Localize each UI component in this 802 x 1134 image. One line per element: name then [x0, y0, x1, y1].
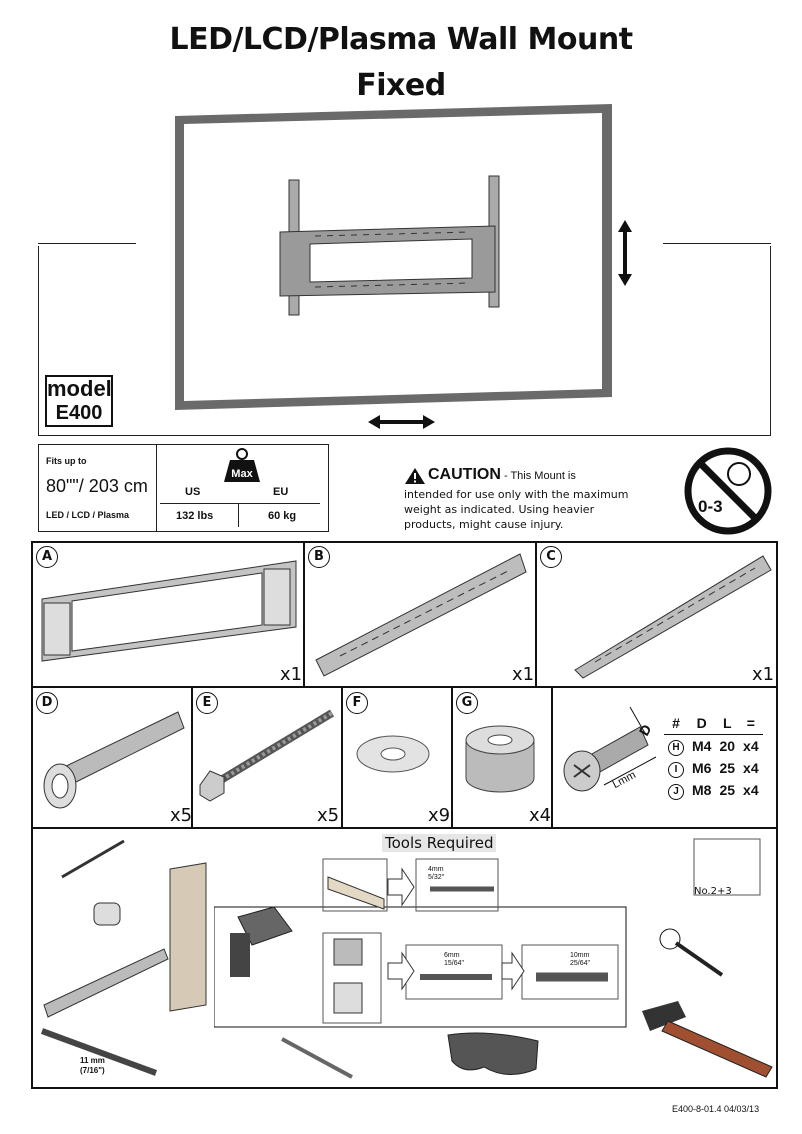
part-g-qty: x4: [529, 805, 552, 826]
part-label-e: E: [196, 692, 218, 714]
col-hdr-id: #: [664, 712, 688, 735]
drill-6-mm: 6mm: [444, 952, 460, 959]
weight-icon: [222, 446, 262, 486]
row-l: 25: [719, 760, 736, 776]
part-label-b: B: [308, 546, 330, 568]
age-warning-text: 0-3: [698, 497, 723, 516]
drill-10-mm: 10mm: [570, 952, 590, 959]
page-subtitle: Fixed: [356, 68, 446, 103]
table-row: [664, 757, 763, 779]
drill-6-in: 15/64": [444, 960, 465, 967]
row-l: 20: [719, 738, 736, 754]
part-g-spacer-icon: [460, 718, 540, 798]
col-hdr-qty: =: [739, 712, 763, 735]
part-a-qty: x1: [280, 664, 303, 685]
row-qty: x4: [743, 738, 759, 754]
part-b-rail-icon: [310, 550, 532, 680]
row-id: H: [668, 740, 684, 756]
weight-eu-value: 60 kg: [268, 510, 297, 522]
part-label-d: D: [36, 692, 58, 714]
row-id: I: [668, 762, 684, 778]
table-row: [664, 735, 763, 758]
part-e-qty: x5: [317, 805, 340, 826]
row-d: M4: [692, 738, 712, 754]
weight-us-label: US: [185, 486, 201, 498]
drill-wood-mm: 4mm: [428, 866, 444, 873]
part-c-qty: x1: [752, 664, 775, 685]
warning-icon: [404, 467, 426, 485]
table-row: [664, 779, 763, 801]
wrench-in: (7/16"): [80, 1066, 105, 1075]
part-d-qty: x5: [170, 805, 193, 826]
col-hdr-d: D: [688, 712, 715, 735]
dim-l-label: Lmm: [610, 768, 638, 792]
model-label: model: [47, 376, 112, 401]
caution-line3: weight as indicated. Using heavier: [404, 503, 595, 516]
part-label-a: A: [36, 546, 58, 568]
part-label-f: F: [346, 692, 368, 714]
row-d: M6: [692, 760, 712, 776]
weight-us-value: 132 lbs: [176, 510, 214, 522]
caution-title: CAUTION: [428, 466, 501, 483]
tv-mount-illustration: [0, 0, 802, 440]
part-c-rail-icon: [545, 550, 775, 680]
part-e-screw-icon: [196, 705, 338, 805]
weight-eu-label: EU: [273, 486, 289, 498]
caution-text-dash: - This Mount is: [500, 470, 576, 482]
fits-label: Fits up to: [46, 456, 87, 466]
row-id: J: [668, 784, 684, 800]
part-f-qty: x9: [428, 805, 451, 826]
row-d: M8: [692, 782, 712, 798]
row-qty: x4: [743, 760, 759, 776]
drill-wood-in: 5/32": [428, 874, 445, 881]
col-hdr-l: L: [715, 712, 739, 735]
model-number: E400: [55, 402, 103, 424]
part-f-washer-icon: [355, 730, 435, 780]
caution-line2: intended for use only with the maximum: [404, 488, 629, 501]
part-label-g: G: [456, 692, 478, 714]
part-label-c: C: [540, 546, 562, 568]
tools-illustration: [38, 835, 778, 1085]
part-a-plate-icon: [38, 555, 300, 665]
drill-10-in: 25/64": [570, 960, 591, 967]
dim-d-label: D: [635, 721, 655, 739]
footer-code: E400-8-01.4 04/03/13: [672, 1104, 760, 1114]
model-badge: [45, 375, 113, 427]
screw-table: [664, 712, 763, 801]
no-children-icon: [683, 446, 773, 536]
fits-types: LED / LCD / Plasma: [46, 510, 130, 520]
row-qty: x4: [743, 782, 759, 798]
row-l: 25: [719, 782, 736, 798]
part-d-anchor-icon: [38, 700, 188, 810]
tools-title: Tools Required: [382, 834, 496, 852]
wrench-mm: 11 mm: [80, 1056, 105, 1065]
screwdriver-size: No.2+3: [694, 886, 732, 897]
page-title: LED/LCD/Plasma Wall Mount: [169, 22, 633, 57]
weight-max-badge: Max: [231, 468, 253, 480]
part-b-qty: x1: [512, 664, 535, 685]
caution-line4: products, might cause injury.: [404, 518, 564, 531]
fits-size: 80""/ 203 cm: [46, 476, 148, 496]
